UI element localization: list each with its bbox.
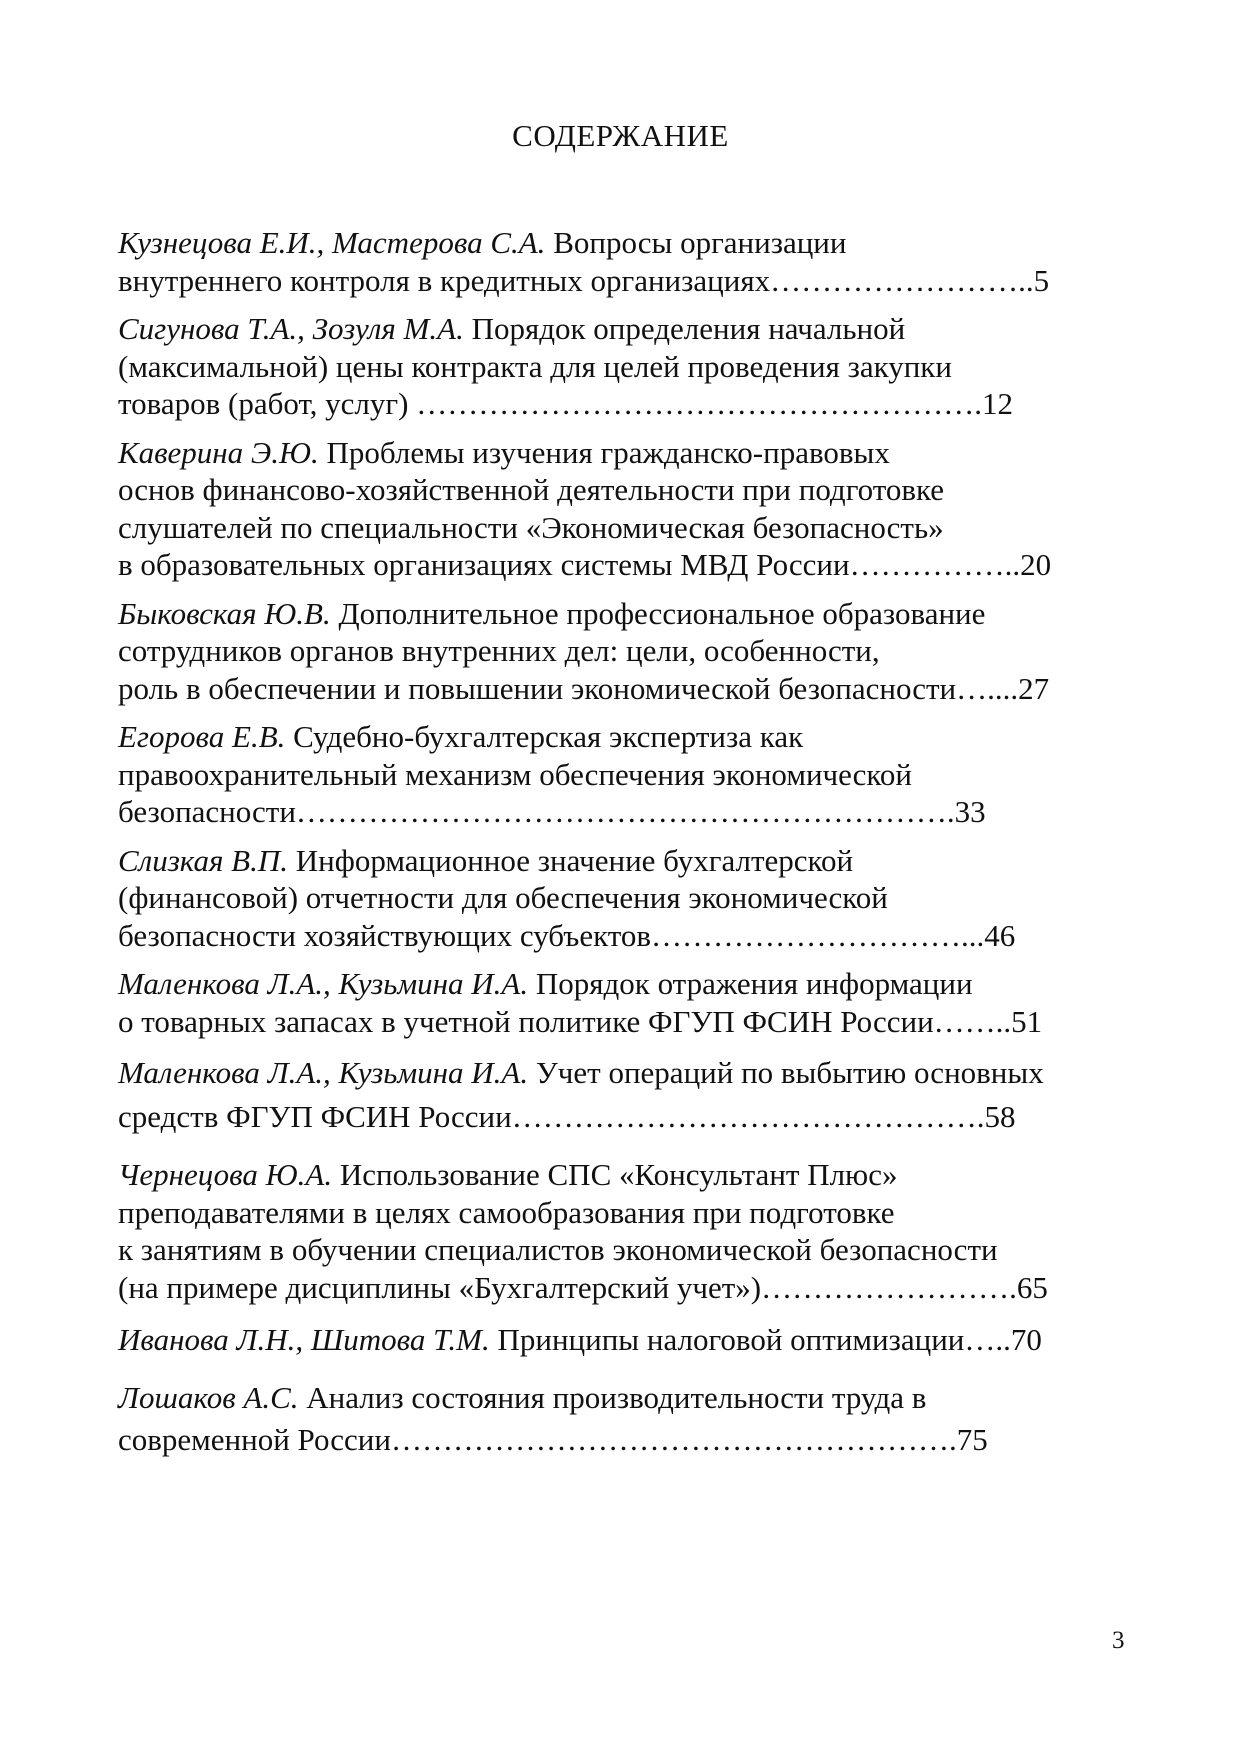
toc-entry-line	[118, 595, 1123, 633]
toc-entry-title-text: Использование СПС «Консультант Плюс»	[332, 1157, 898, 1192]
toc-entry	[118, 718, 1123, 831]
toc-entry	[118, 1054, 1123, 1135]
toc-entry-line: преподавателями в целях самообразования при подготовке	[118, 1194, 895, 1230]
toc-entry-line: средств ФГУП ФСИН России……………………………………….58	[118, 1098, 1016, 1134]
toc-entry	[118, 965, 1123, 1040]
toc-entry	[118, 842, 1123, 955]
toc-entry-authors: Егорова Е.В.	[118, 719, 286, 754]
toc-entry-title-text: Порядок определения начальной	[463, 311, 906, 346]
toc-entry-line	[118, 1054, 1123, 1092]
toc-entry-line: о товарных запасах в учетной политике ФГУП ФСИН России……..51	[118, 1003, 1043, 1039]
page-title: СОДЕРЖАНИЕ	[512, 118, 729, 153]
toc-entry-title-text: Дополнительное профессиональное образование	[330, 595, 986, 631]
toc-entry-line: в образовательных организациях системы МВД России……………..20	[118, 547, 1052, 582]
toc-entry-authors: Быковская Ю.В.	[118, 595, 331, 631]
toc-entry-title-text: Судебно-бухгалтерская экспертиза как	[285, 719, 804, 754]
toc-entry	[118, 434, 1123, 584]
toc-entry-line: безопасности хозяйствующих субъектов…………………………...46	[118, 917, 1016, 953]
toc-entry-authors: Сигунова Т.А., Зозуля М.А.	[118, 311, 464, 346]
toc-entry-line: основ финансово-хозяйственной деятельности при подготовке	[118, 472, 945, 507]
toc-entry-title-text: Проблемы изучения гражданско-правовых	[318, 434, 890, 470]
toc-entry-authors: Маленкова Л.А., Кузьмина И.А.	[118, 966, 529, 1001]
toc-entry-authors: Каверина Э.Ю.	[118, 434, 319, 470]
toc-entry	[118, 595, 1123, 708]
toc-entry-title-text: Анализ состояния производительности труда в	[298, 1379, 927, 1415]
toc-entry	[118, 1379, 1123, 1459]
toc-entry-line: сотрудников органов внутренних дел: цели, особенности,	[118, 633, 880, 668]
toc-entry-line	[118, 1156, 1123, 1194]
toc-entry-title-text: Вопросы организации	[545, 225, 847, 260]
toc-entry-line: (на примере дисциплины «Бухгалтерский учет»)…………………….65	[118, 1269, 1048, 1305]
page-number: 3	[1112, 1627, 1125, 1654]
toc-entry-line	[118, 1379, 1123, 1417]
toc-entry-line: современной России……………………………………………….75	[118, 1422, 988, 1457]
toc-entry-line	[118, 434, 1123, 472]
toc-entry-line	[118, 718, 1123, 756]
toc-entry-line: (финансовой) отчетности для обеспечения экономической	[118, 880, 888, 915]
toc-entry-line: безопасности……………………………………………………….33	[118, 794, 986, 829]
toc-entry-line	[118, 310, 1123, 348]
toc-entry-line: слушателей по специальности «Экономическая безопасность»	[118, 509, 944, 545]
toc-entry-title-text: Принципы налоговой оптимизации…..70	[489, 1322, 1042, 1357]
toc-entry-line	[118, 965, 1123, 1003]
toc-entry	[118, 1156, 1123, 1306]
toc-entry-authors: Слизкая В.П.	[118, 842, 289, 878]
toc-entry-line: (максимальной) цены контракта для целей проведения закупки	[118, 348, 952, 384]
toc-entry-title-text: Порядок отражения информации	[528, 966, 973, 1001]
toc-entry-line	[118, 842, 1123, 880]
toc-entry	[118, 310, 1123, 423]
toc-entry-line: к занятиям в обучении специалистов экономической безопасности	[118, 1232, 998, 1267]
toc-entry-authors: Лошаков А.С.	[118, 1379, 299, 1415]
toc-entry-line: правоохранительный механизм обеспечения экономической	[118, 756, 913, 792]
toc-entry-line: товаров (работ, услуг) ……………………………………………….12	[118, 386, 1013, 421]
toc-entry-authors: Иванова Л.Н., Шитова Т.М.	[118, 1322, 490, 1357]
toc-entry-authors: Чернецова Ю.А.	[118, 1157, 333, 1192]
toc-entry-authors: Кузнецова Е.И., Мастерова С.А.	[118, 225, 546, 260]
toc-entry-line: роль в обеспечении и повышении экономической безопасности…....27	[118, 670, 1050, 706]
toc-entry	[118, 224, 1123, 299]
toc-entry-line	[118, 224, 1123, 262]
toc-entry-authors: Маленкова Л.А., Кузьмина И.А.	[118, 1055, 529, 1090]
toc-entry-line: внутреннего контроля в кредитных организациях……………………..5	[118, 262, 1050, 298]
toc-entry-title-text: Информационное значение бухгалтерской	[288, 842, 854, 878]
toc-entry-line	[118, 1321, 1123, 1359]
table-of-contents	[118, 224, 1123, 1459]
toc-entry-title-text: Учет операций по выбытию основных	[528, 1055, 1044, 1090]
toc-entry	[118, 1321, 1123, 1359]
